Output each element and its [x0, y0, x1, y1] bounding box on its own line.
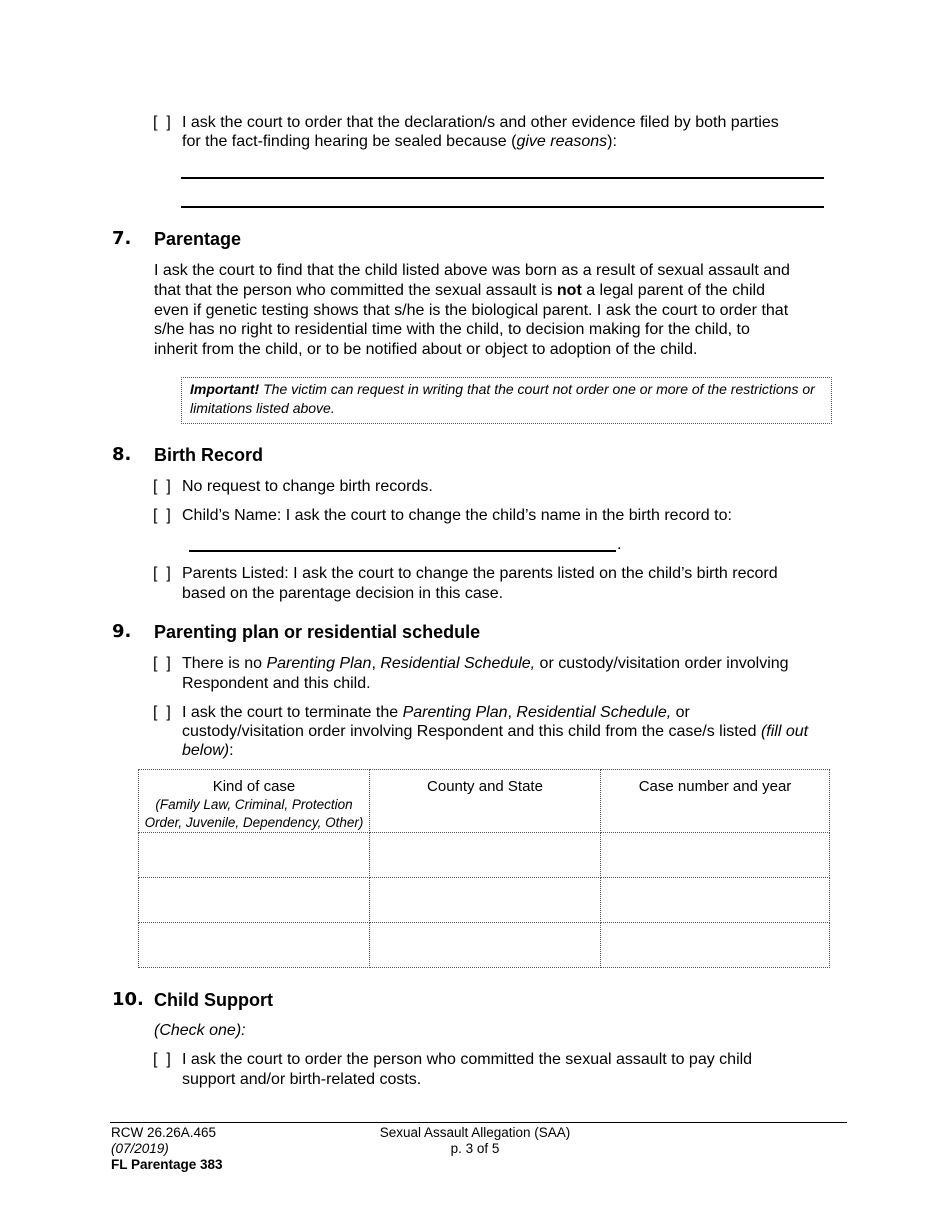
table-row	[139, 878, 830, 923]
terminate-plan-line3: below):	[182, 742, 234, 759]
footer-form-title: Sexual Assault Allegation (SAA)	[379, 1125, 571, 1140]
table-cell[interactable]	[601, 878, 830, 923]
no-parenting-plan-line1: There is no Parenting Plan, Residential Schedule, or custody/visitation order involving	[182, 655, 789, 672]
section-8-title: Birth Record	[154, 445, 264, 465]
col-kind-of-case-header: Kind of case (Family Law, Criminal, Protection Order, Juvenile, Dependency, Other)	[139, 770, 370, 833]
no-parenting-plan-line2: Respondent and this child.	[182, 675, 371, 692]
section-9-title: Parenting plan or residential schedule	[154, 622, 481, 642]
section-9-number: 9.	[112, 621, 132, 642]
footer-date: (07/2019)	[111, 1141, 169, 1156]
parents-listed-line1: Parents Listed: I ask the court to change the parents listed on the child’s birth record	[182, 565, 778, 582]
col-case-number-header: Case number and year	[601, 770, 830, 833]
section-7-number: 7.	[112, 228, 132, 249]
table-cell[interactable]	[139, 923, 370, 968]
terminate-plan-line2: custody/visitation order involving Respondent and this child from the case/s listed (fill out	[182, 723, 809, 740]
important-label: Important!	[190, 381, 260, 397]
terminate-plan-line1: I ask the court to terminate the Parenting Plan, Residential Schedule, or	[182, 704, 690, 721]
section-10-title: Child Support	[154, 990, 273, 1010]
reasons-line-2[interactable]	[181, 206, 824, 208]
parents-listed-line2: based on the parentage decision in this case.	[182, 585, 504, 602]
reasons-line-1[interactable]	[181, 177, 824, 179]
table-cell[interactable]	[601, 833, 830, 878]
table-cell[interactable]	[601, 923, 830, 968]
table-cell[interactable]	[370, 833, 601, 878]
parents-listed-checkbox[interactable]: [ ]	[153, 565, 171, 582]
child-name-line[interactable]	[189, 550, 616, 552]
sealing-checkbox[interactable]: [ ]	[153, 114, 171, 131]
cases-table	[138, 769, 830, 968]
section-10-instruction: (Check one):	[154, 1022, 246, 1039]
child-name-checkbox[interactable]: [ ]	[153, 507, 171, 524]
section-10-number: 10.	[112, 989, 144, 1010]
footer-divider	[110, 1122, 847, 1123]
birth-record-no-change-label: No request to change birth records.	[182, 478, 433, 495]
footer-form-id: FL Parentage 383	[111, 1157, 223, 1172]
section-7-para-line4: s/he has no right to residential time with the child, to decision making for the child, to	[154, 321, 750, 338]
sealing-text-line1: I ask the court to order that the declaration/s and other evidence filed by both parties	[182, 114, 779, 131]
table-cell[interactable]	[139, 833, 370, 878]
section-7-para-line3: even if genetic testing shows that s/he is the biological parent. I ask the court to order that	[154, 302, 789, 319]
section-7-para-line1: I ask the court to find that the child listed above was born as a result of sexual assault and	[154, 262, 790, 279]
section-7-para-line2: that that the person who committed the sexual assault is not a legal parent of the child	[154, 282, 765, 299]
child-support-checkbox[interactable]: [ ]	[153, 1051, 171, 1068]
footer-page-number: p. 3 of 5	[450, 1141, 500, 1156]
child-support-line1: I ask the court to order the person who committed the sexual assault to pay child	[182, 1051, 753, 1068]
col-county-state-header: County and State	[370, 770, 601, 833]
important-text: The victim can request in writing that the court not order one or more of the restrictions or limitations listed above.	[190, 381, 815, 416]
sealing-text-line2: for the fact-finding hearing be sealed because (give reasons):	[182, 133, 617, 150]
table-cell[interactable]	[370, 878, 601, 923]
terminate-plan-checkbox[interactable]: [ ]	[153, 704, 171, 721]
section-7-para-line5: inherit from the child, or to be notified about or object to adoption of the child.	[154, 341, 698, 358]
table-row	[139, 833, 830, 878]
table-row	[139, 923, 830, 968]
important-note-box	[181, 377, 832, 424]
child-name-label: Child’s Name: I ask the court to change the child’s name in the birth record to:	[182, 507, 732, 524]
section-8-number: 8.	[112, 444, 132, 465]
section-7-title: Parentage	[154, 229, 242, 249]
footer-rcw: RCW 26.26A.465	[111, 1125, 217, 1140]
child-name-period: .	[617, 536, 622, 553]
table-cell[interactable]	[370, 923, 601, 968]
no-parenting-plan-checkbox[interactable]: [ ]	[153, 655, 171, 672]
birth-record-no-change-checkbox[interactable]: [ ]	[153, 478, 171, 495]
table-cell[interactable]	[139, 878, 370, 923]
child-support-line2: support and/or birth-related costs.	[182, 1071, 422, 1088]
